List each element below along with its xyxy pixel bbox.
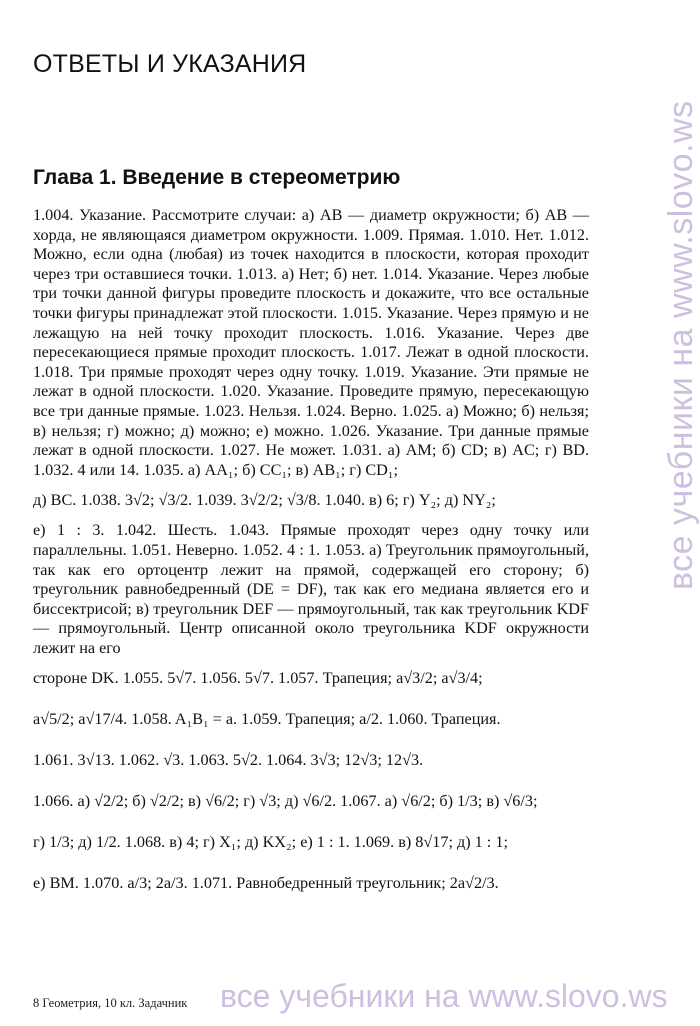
answers-paragraph-1: 1.004. Указание. Рассмотрите случаи: а) AB — диаметр окружности; б) AB — хорда, не являющаяся диаметром окружности. 1.009. Прямая. 1.010. Нет. 1.012. Можно, если одна (любая) из точек находится в плоскости, которая проходит через три оставшиеся точки. 1.013. а) Нет; б) нет. 1.014. Указание. Через любые три точки данной фигуры проведите плоскость и докажите, что все остальные точки фигуры принадлежат этой плоскости. 1.015. Указание. Через прямую и не лежащую на ней точку проходит плоскость. 1.016. Указание. Через две пересекающиеся прямые проходит плоскость. 1.017. Лежат в одной плоскости. 1.018. Три прямые проходят через одну точку. 1.019. Указание. Эти прямые не лежат в одной плоскости. 1.020. Указание. Проведите прямую, пересекающую все три данные прямые. 1.023. Нельзя. 1.024. Верно. 1.025. а) Можно; б) нельзя; в) нельзя; г) можно; д) можно; е) можно. 1.026. Указание. Три данные прямые лежат в одной плоскости. 1.027. Не может. 1.031. а) AM; б) CD; в) AC; г) BD. 1.032. 4 или 14. 1.035. а) AA₁; б) CC₁; в) AB₁; г) CD₁;: [33, 206, 589, 479]
answers-line-1070: е) BM. 1.070. a/3; 2a/3. 1.071. Равнобедренный треугольник; 2a√2/3.: [33, 874, 499, 893]
answers-line-1066: 1.066. а) √2/2; б) √2/2; в) √6/2; г) √3; д) √6/2. 1.067. а) √6/2; б) 1/3; в) √6/3;: [33, 792, 538, 811]
bottom-watermark: все учебники на www.slovo.ws: [220, 978, 668, 1014]
answers-body: [33, 206, 589, 904]
side-watermark: все учебники на www.slovo.ws: [662, 100, 700, 590]
answers-line-1038: д) BC. 1.038. 3√2; √3/2. 1.039. 3√2/2; √3/8. 1.040. в) 6; г) Y₂; д) NY₂;: [33, 491, 496, 510]
page-footer: 8 Геометрия, 10 кл. Задачник: [33, 996, 188, 1010]
answers-line-1055: стороне DK. 1.055. 5√7. 1.056. 5√7. 1.057. Трапеция; a√3/2; a√3/4;: [33, 669, 483, 688]
chapter-name: Введение в стереометрию: [122, 166, 401, 189]
chapter-title: [33, 166, 400, 190]
answers-paragraph-2: е) 1 : 3. 1.042. Шесть. 1.043. Прямые проходят через одну точку или параллельны. 1.051. Неверно. 1.052. 4 : 1. 1.053. а) Треугольник прямоугольный, так как его ортоцентр лежит на прямой, содержащей его сторону; б) треугольник равнобедренный (DE = DF), так как его медиана является его и биссектрисой; в) треугольник DEF — прямоугольный, так как треугольник KDF — прямоугольный. Центр описанной около треугольника KDF окружности лежит на его: [33, 521, 589, 657]
chapter-label: Глава 1.: [33, 166, 117, 189]
section-title: ОТВЕТЫ И УКАЗАНИЯ: [33, 50, 307, 78]
answers-line-1068: г) 1/3; д) 1/2. 1.068. в) 4; г) X₁; д) KX₂; е) 1 : 1. 1.069. в) 8√17; д) 1 : 1;: [33, 833, 508, 852]
answers-line-1061: 1.061. 3√13. 1.062. √3. 1.063. 5√2. 1.064. 3√3; 12√3; 12√3.: [33, 751, 424, 770]
answers-line-1058: a√5/2; a√17/4. 1.058. A₁B₁ = a. 1.059. Трапеция; a/2. 1.060. Трапеция.: [33, 710, 501, 729]
